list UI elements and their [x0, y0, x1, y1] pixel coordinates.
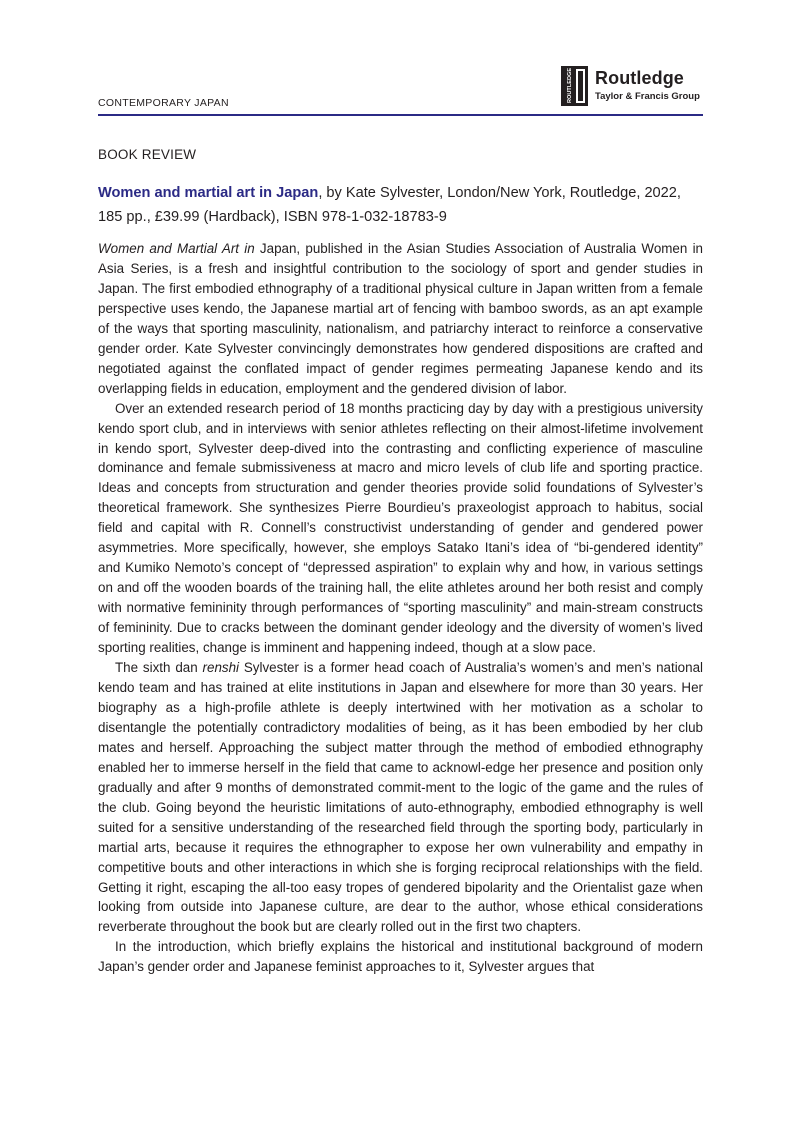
routledge-logo-icon — [561, 66, 588, 106]
review-body — [98, 239, 703, 977]
book-citation — [98, 181, 703, 229]
svg-text:ROUTLEDGE: ROUTLEDGE — [567, 67, 573, 103]
header-rule — [98, 114, 703, 116]
publisher-name: Routledge — [595, 68, 684, 88]
paragraph-4: In the introduction, which briefly explains the historical and institutional background of modern Japan’s gender order and Japanese feminist approaches to it, Sylvester argues that — [98, 939, 703, 975]
paragraph-2: Over an extended research period of 18 months practicing day by day with a prestigious university kendo sport club, and in interviews with senior athletes reflecting on their almost-lifetime involvement in kendo sport, Sylvester deep-dived into the contrasting and conflicting experience of masculine dominance and female submissiveness at macro and micro levels of club life and sporting practice. Ideas and concepts from structuration and gender theories provide solid foundations of Sylvester’s theoretical framework. She synthesizes Pierre Bourdieu’s praxeologist approach to habitus, social field and capital with R. Connell’s constructivist understanding of gender and gendered power asymmetries. More specifically, however, she employs Satako Itani’s idea of “bi-gendered identity” and Kumiko Nemoto’s concept of “depressed aspiration” to explain why and how, in various settings on and off the wooden boards of the training hall, the elite athletes around her both resist and comply with normative femininity through performances of “sporting masculinity” and main-stream constructs of femininity. Due to cracks between the dominant gender ideology and the diversity of women’s lived sporting realities, change is imminent and happening indeed, though at a slow pace. — [98, 400, 703, 656]
publisher-logo[interactable] — [561, 66, 711, 110]
citation-details: , by Kate Sylvester, London/New York, Routledge, 2022, 185 pp., £39.99 (Hardback), ISBN 978-1-032-18783-9 — [98, 185, 681, 225]
paragraph-3-lead: The sixth dan — [115, 660, 203, 676]
book-title-link[interactable]: Women and martial art in Japan — [98, 185, 319, 201]
italic-term: renshi — [202, 660, 240, 676]
paragraph-1 — [98, 239, 703, 399]
paragraph-3-text: Sylvester is a former head coach of Australia’s women’s and men’s national kendo team and has trained at elite institutions in Japan and elsewhere for more than 30 years. Her biography as a high-profile athlete is deeply intertwined with her motivation as a scholar to disentangle the potentially contradictory modalities of being, as it has been embodied by her club mates and herself. Approaching the subject matter through the method of embodied ethnography enabled her to immerse herself in the field that came to acknowl-edge her presence and position only gradually and after 9 months of demonstrated commit-ment to the logic of the game and the rules of the club. Going beyond the heuristic limitations of auto-ethnography, embodied ethnography is well suited for a sensitive understanding of the researched field through the sporting body, particularly in martial arts, because it requires the ethnographer to expose her own vulnerability and empathy in competitive bouts and other interactions in which she is forging reciprocal relationships with the field. Getting it right, escaping the all-too easy tropes of gendered bipolarity and the Orientalist gaze when looking from outside into Japanese culture, are dear to the author, whose ethical considerations reverberate throughout the book but are clearly rolled out in the first two chapters. — [98, 660, 703, 935]
italic-book-title: Women and Martial Art in — [98, 241, 255, 256]
section-label: BOOK REVIEW — [98, 147, 197, 162]
publisher-group: Taylor & Francis Group — [595, 91, 700, 102]
journal-name: CONTEMPORARY JAPAN — [98, 97, 229, 109]
paragraph-1-text: Japan, published in the Asian Studies Association of Australia Women in Asia Series, is a fresh and insightful contribution to the sociology of sport and gender studies in Japan. The first embodied ethnography of a traditional physical culture in Japan written from a female perspective uses kendo, the Japanese martial art of fencing with bamboo swords, as an apt example of the ways that sporting masculinity, nationalism, and patriarchy interact to reinforce a conservative gender order. Kate Sylvester convincingly demonstrates how gendered dispositions are crafted and negotiated against the conflated impact of gender regimes permeating Japanese kendo and its overlapping fields in education, employment and the gendered division of labor. — [98, 241, 703, 396]
paragraph-3 — [98, 658, 703, 937]
